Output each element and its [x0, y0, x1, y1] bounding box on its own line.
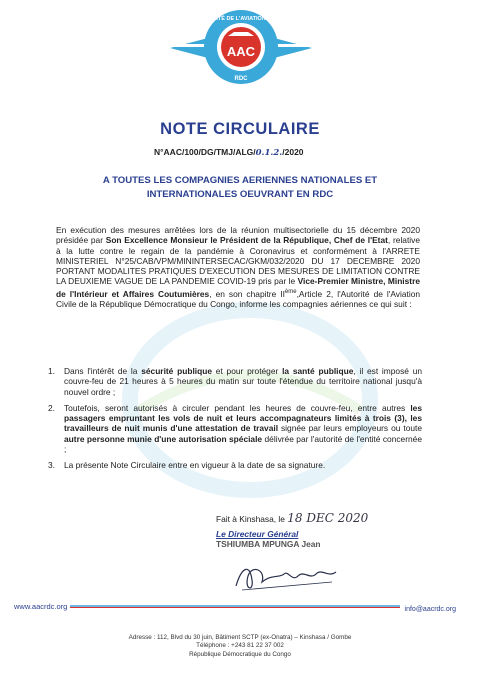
intro-text-1: En exécution des mesures arrêtées lors de la réunion multisectorielle du 15 décembre 2020 présidée par — [56, 225, 420, 246]
addressee — [60, 174, 420, 202]
addressee-line-1: A TOUTES LES COMPAGNIES AERIENNES NATIONALES ET — [102, 175, 378, 186]
reference-handwritten-number: 0.1.2. — [255, 148, 283, 158]
page-title: NOTE CIRCULAIRE — [160, 120, 320, 138]
intro-bold-1: Son Excellence Monsieur le Président de la République, Chef de l'Etat — [105, 235, 388, 246]
list-item-number: 1. — [48, 366, 55, 376]
intro-text-4: ,Article 2, l'Autorité de l'Aviation Civile de la République Démocratique du Congo, informe les compagnies aériennes ce qui suit : — [56, 288, 421, 309]
list-item-text: délivrée par l'autorité de l'entité concernée ; — [64, 433, 422, 455]
footer-band — [10, 602, 470, 610]
list-item-bold: la santé publique — [282, 366, 354, 376]
list-item — [48, 403, 422, 454]
list-item — [48, 366, 422, 397]
footer-website-link[interactable]: www.aacrdc.org — [14, 602, 68, 611]
list-item-text: Toutefois, seront autorisés à circuler pendant les heures de couvre-feu, entre autres — [64, 402, 411, 413]
list-item-bold: sécurité publique — [141, 366, 213, 376]
list-item — [48, 460, 422, 470]
footer-address — [0, 634, 480, 659]
list-item-text: Dans l'intérêt de la — [64, 366, 142, 376]
logo-center-text: AAC — [226, 44, 256, 59]
measures-list — [48, 366, 422, 477]
signature-block — [216, 513, 368, 550]
reference-suffix: /2020 — [282, 147, 304, 157]
handwritten-signature — [232, 556, 342, 596]
footer-email-link[interactable]: info@aacrdc.org — [404, 606, 456, 613]
intro-bold-2: Vice-Premier Ministre, Ministre de l'Intérieur et Affaires Coutumières — [56, 276, 420, 299]
signature-place: Fait à Kinshasa, le — [216, 514, 285, 524]
intro-paragraph — [56, 225, 420, 309]
logo-arc-text: AUTORITÉ DE L'AVIATION CIVILE — [196, 16, 286, 22]
signature-name: TSHIUMBA MPUNGA Jean — [216, 539, 321, 550]
aac-logo — [168, 8, 314, 86]
intro-text-3: , en son chapitre II — [209, 288, 285, 299]
list-item-number: 2. — [48, 402, 55, 413]
list-item-bold: les passagers empruntant les vols de nuit et leurs accompagnateurs limités à trois (3), les travailleurs de nuit munis d'une attestation de travail — [64, 402, 422, 434]
intro-text-2: , relative à la lutte contre le regain de la pandémie à Coronavirus et conformément à l'ARRETE MINISTERIEL N°25/CAB/VPM/MININTERSECAC/GKM/032/2020 DU 17 DECEMBRE 2020 PORTANT MODALITES PRATIQUES D'EXECUTION DES MESURES DE LIMITATION CONTRE LA DEUXIEME VAGUE DE LA PANDEMIE COVID-19 pris par le — [56, 235, 420, 287]
signature-role: Le Directeur Général — [216, 528, 299, 539]
footer-phone: Téléphone : +243 81 22 37 002 — [196, 642, 284, 650]
footer-country: République Démocratique du Congo — [189, 650, 291, 658]
list-item-text: La présente Note Circulaire entre en vigueur à la date de sa signature. — [64, 460, 326, 471]
list-item-number: 3. — [48, 460, 55, 471]
list-item-text: signée par leurs employeurs ou toute — [278, 423, 422, 434]
reference-prefix: N°AAC/100/DG/TMJ/ALG/ — [154, 147, 256, 157]
reference-number — [154, 147, 304, 158]
list-item-text: , il est imposé un couvre-feu de 21 heures à 5 heures du matin sur toute l'étendue du territoire national jusqu'à nouvel ordre ; — [64, 366, 423, 397]
addressee-line-2: INTERNATIONALES OEUVRANT EN RDC — [146, 189, 334, 200]
list-item-text: et pour protéger — [212, 366, 283, 376]
signature-date-stamp: 18 DEC 2020 — [287, 511, 369, 525]
list-item-bold: autre personne munie d'une autorisation spéciale — [64, 433, 263, 444]
logo-bottom-text: RDC — [234, 76, 248, 82]
footer-address-line: Adresse : 112, Blvd du 30 juin, Bâtiment SCTP (ex-Onatra) – Kinshasa / Gombe — [128, 634, 352, 641]
intro-superscript: ème — [284, 288, 297, 295]
